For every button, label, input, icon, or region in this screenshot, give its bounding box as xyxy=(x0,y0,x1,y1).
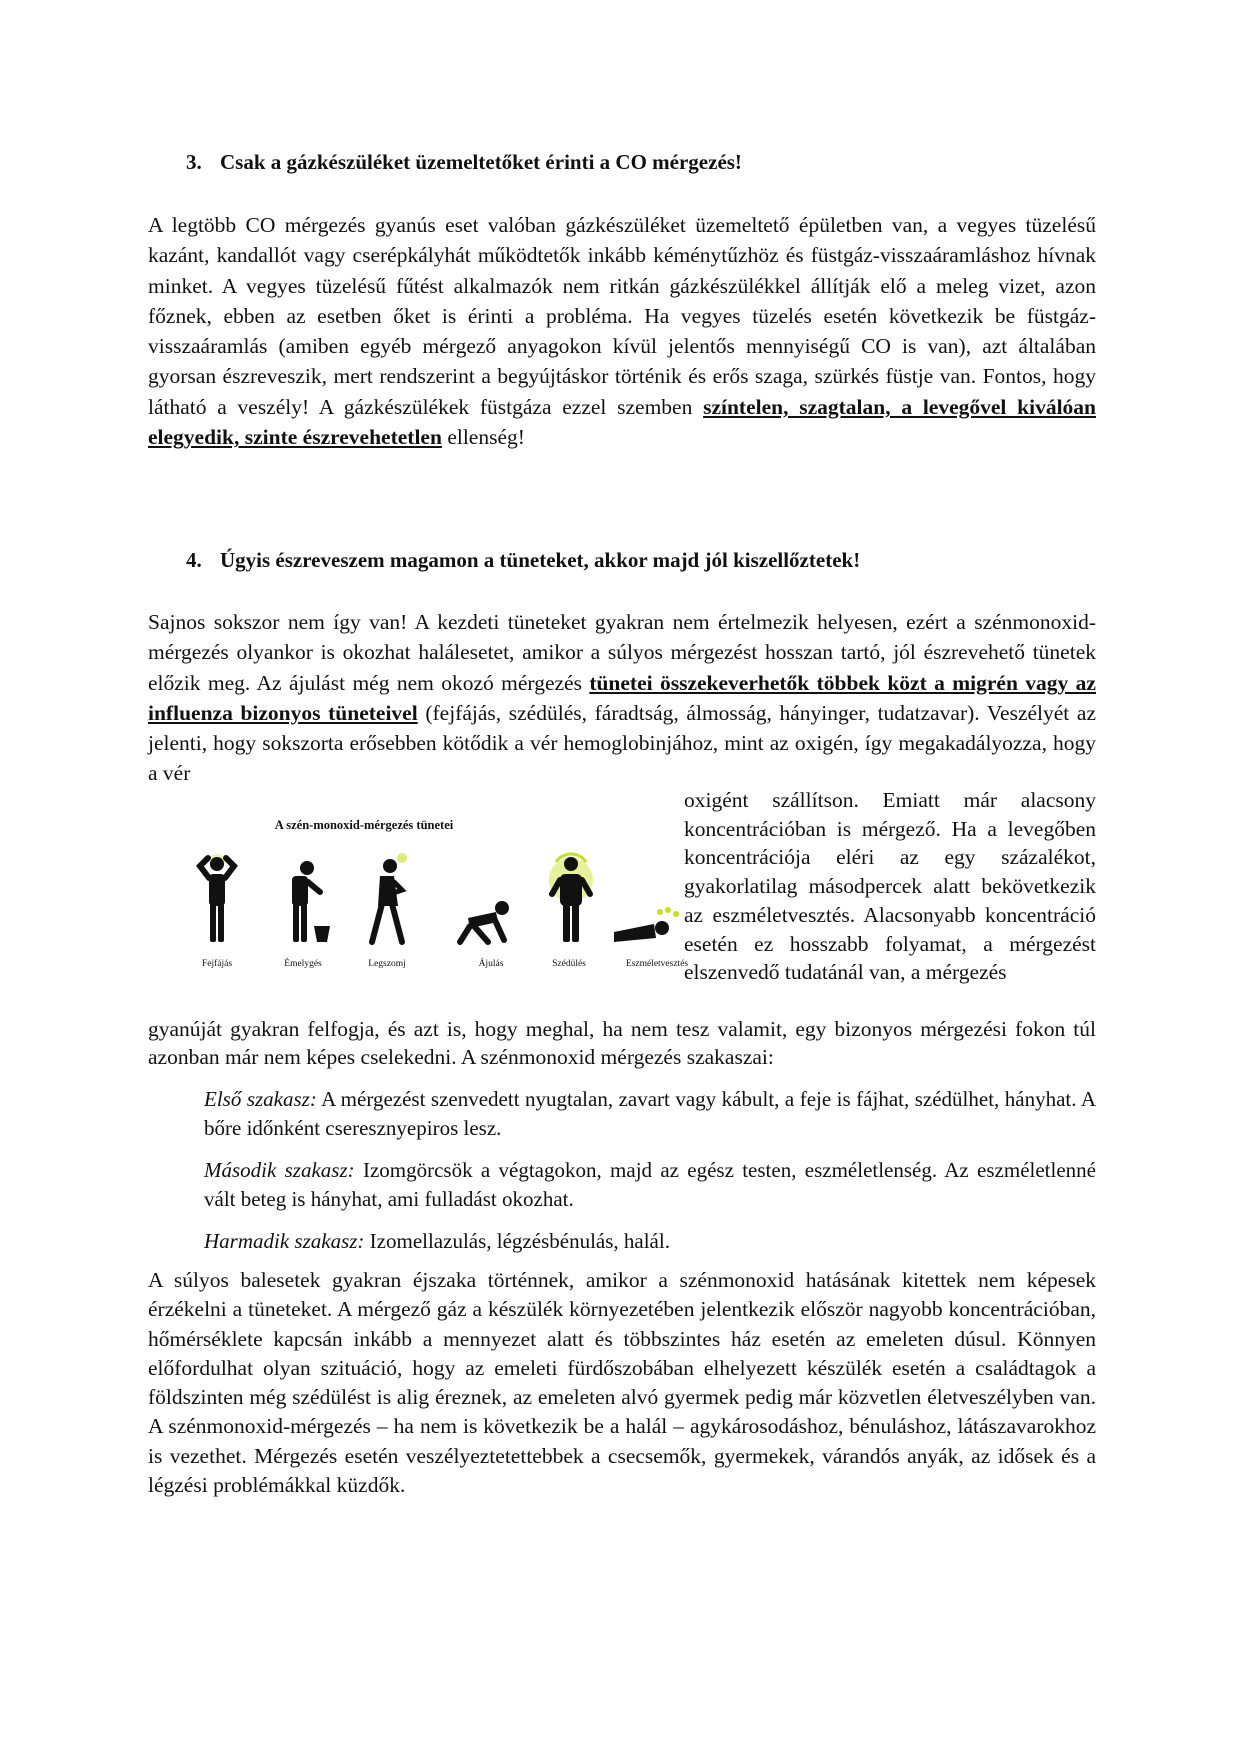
emphasized-text: színtelen, szagtalan, a levegővel kiválóan elegyedik, szinte észrevehetetlen xyxy=(148,394,1097,450)
stage-label: Második szakasz: xyxy=(204,1158,355,1182)
stage-text: Izomgörcsök a végtagokon, majd az egész testen, eszméletlenség. Az eszméletlenné vált beteg is hányhat, ami fulladást okozhat. xyxy=(204,1158,1096,1211)
stage-text: A mérgezést szenvedett nyugtalan, zavart vagy kábult, a feje is fájhat, szédülhet, hányhat. A bőre időnként cseresznyepiros lesz. xyxy=(204,1087,1097,1140)
figure-title: A szén-monoxid-mérgezés tünetei xyxy=(274,818,454,832)
symptoms-pictograms xyxy=(164,814,684,982)
unconsciousness-figure-icon xyxy=(614,907,679,942)
wrapped-paragraph: oxigént szállítson. Emiatt már alacsony koncentrációban is mérgező. Ha a levegőben koncentrációja eléri az egy százalékot, gyakorlatilag másodpercek alatt bekövetkezik az eszméletvesztés. Alacsonyabb koncentráció esetén ez hosszabb folyamat, a mérgezést elszenvedő tudatánál van, a mérgezés xyxy=(684,788,1096,985)
stage-2 xyxy=(204,1156,1096,1214)
section-number: 3. xyxy=(186,150,202,174)
dizziness-figure-icon xyxy=(549,854,593,942)
section-3-heading xyxy=(186,150,742,175)
nausea-figure-icon xyxy=(292,861,330,942)
section-3-paragraph xyxy=(148,210,1096,452)
wrapped-text-column xyxy=(684,786,1096,987)
stage-label: Harmadik szakasz: xyxy=(204,1229,365,1253)
fainting-figure-icon xyxy=(460,901,509,942)
caption-unconsciousness: Eszméletvesztés xyxy=(625,959,689,969)
emphasized-text: tünetei összekeverhetők többek közt a migrén vagy az influenza bizonyos tüneteivel xyxy=(148,670,1096,725)
stage-1 xyxy=(204,1085,1096,1143)
text-run: ellenség! xyxy=(441,425,525,450)
text-run: (fejfájás, szédülés, fáradtság, álmosság, hányinger, tudatzavar). Veszélyét az jelenti, hogy sokszorta erősebben kötődik a vér hemoglobinjához, mint az oxigén, így megakadályozza, hogy a vér xyxy=(148,700,1096,786)
text-run: A legtöbb CO mérgezés gyanús eset valóban gázkészüléket üzemeltető épületben van, a vegyes tüzelésű kazánt, kandallót vagy cserépkályhát működtetők inkább kéménytűzhöz és füstgáz-visszaáramláshoz hívnak minket. A vegyes tüzelésű fűtést alkalmazók nem ritkán gázkészülékkel állítják elő a meleg vizet, azon főznek, ebben az esetben őket is érinti a probléma. Ha vegyes tüzelés esetén következik be füstgáz-visszaáramlás (amiben egyéb mérgező anyagokon kívül jelentős mennyiségű CO is van), azt általában gyorsan észreveszik, mert rendszerint a begyújtáskor történik és erős szaga, szürkés füstje van. Fontos, hogy látható a veszély! A gázkészülékek füstgáza ezzel szemben xyxy=(148,213,1096,419)
section-4-continuation: gyanúját gyakran felfogja, és azt is, hogy meghal, ha nem tesz valamit, egy bizonyos mérgezési fokon túl azonban már nem képes cselekedni. A szénmonoxid mérgezés szakaszai: xyxy=(148,1017,1096,1069)
section-4-paragraph xyxy=(148,607,1096,789)
breathlessness-figure-icon xyxy=(372,853,407,942)
caption-dizziness: Szédülés xyxy=(552,959,586,969)
section-number: 4. xyxy=(186,548,202,572)
caption-headache: Fejfájás xyxy=(201,959,233,969)
stage-3 xyxy=(204,1227,1096,1256)
stage-text: Izomellazulás, légzésbénulás, halál. xyxy=(364,1229,670,1253)
closing-paragraph: A súlyos balesetek gyakran éjszaka történnek, amikor a szénmonoxid hatásának kitettek nem képesek érzékelni a tüneteket. A mérgező gáz a készülék környezetében jelentkezik először nagyobb koncentrációban, hőmérséklete kapcsán inkább a mennyezet alatt és többszintes ház esetén az emeleten dúsul. Könnyen előfordulhat olyan szituáció, hogy az emeleti fürdőszobában elhelyezett készülék esetén a családtagok a földszinten még szédülést is alig éreznek, az emeleten alvó gyermek pedig már közvetlen életveszélyben van. A szénmonoxid-mérgezés – ha nem is következik be a halál – agykárosodáshoz, bénuláshoz, látászavarokhoz is vezethet. Mérgezés esetén veszélyeztetettebbek a csecsemők, gyermekek, várandós anyák, az idősek és a légzési problémákkal küzdők. xyxy=(148,1268,1096,1498)
section-title: Úgyis észreveszem magamon a tüneteket, akkor majd jól kiszellőztetek! xyxy=(220,548,861,572)
caption-breathlessness: Legszomj xyxy=(368,959,406,969)
headache-figure-icon xyxy=(200,854,234,942)
section-4-heading xyxy=(186,548,860,573)
caption-nausea: Émelygés xyxy=(284,959,322,969)
caption-fainting: Ájulás xyxy=(478,959,504,969)
text-run: Sajnos sokszor nem így van! A kezdeti tüneteket gyakran nem értelmezik helyesen, ezért a szénmonoxid-mérgezés olyankor is okozhat halálesetet, amikor a súlyos mérgezést hosszan tartó, jól észrevehető tünetek előzik meg. Az ájulást még nem okozó mérgezés xyxy=(148,610,1096,695)
section-title: Csak a gázkészüléket üzemeltetőket érinti a CO mérgezés! xyxy=(220,150,742,174)
stage-label: Első szakasz: xyxy=(204,1087,317,1111)
